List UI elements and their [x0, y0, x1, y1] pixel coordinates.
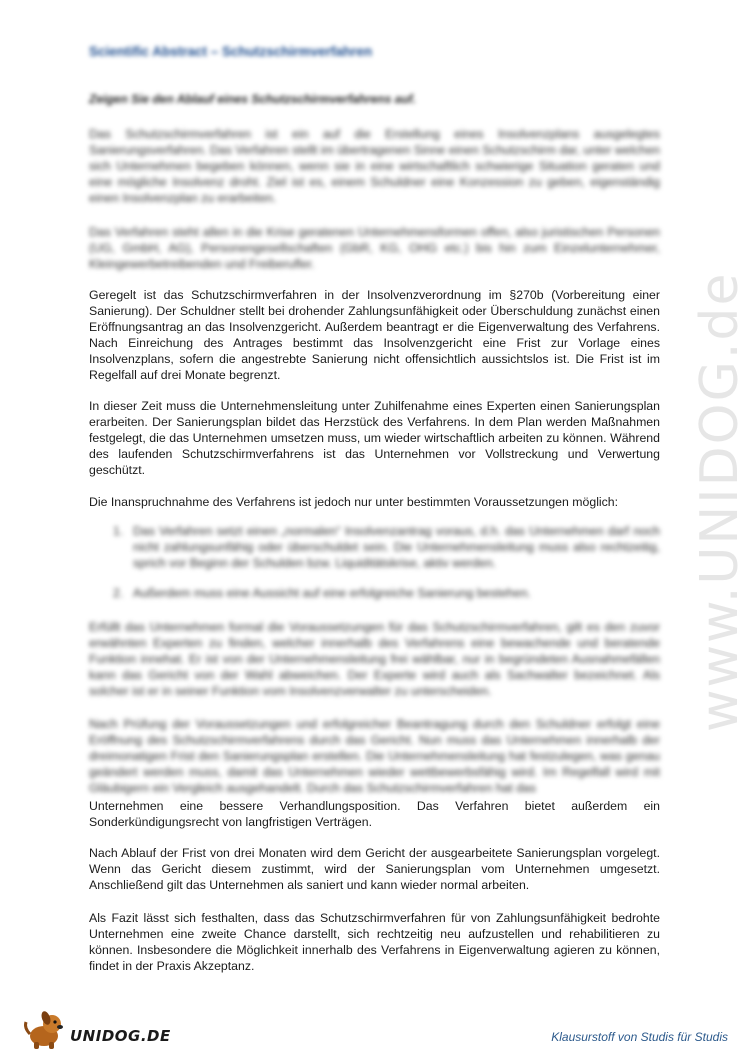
paragraph-scope: Das Verfahren steht allen in die Krise geratenen Unternehmensformen offen, also juristischen Personen (UG, GmbH, AG), Personengesellschaften (GbR, KG, OHG etc.) bis hin zum Einzelunternehmer, Kleingewerbetreibenden und Freiberufler. — [89, 225, 660, 272]
paragraph-sachwalter: Erfüllt das Unternehmen formal die Voraussetzungen für das Schutzschirmverfahren, gilt es den zuvor erwähnten Experten zu finden, welcher innerhalb des Verfahrens eine bewachende und beratende Funktion innehat. Er ist von der Unternehmensleitung frei wählbar, nur in begründeten Ausnahmefällen kann das Gericht von der Wahl abweichen. Der Experte wird auch als Sachwalter bezeichnet. Als solcher ist er in seiner Funktion vom Insolvenzverwalter zu unterscheiden. — [89, 620, 660, 699]
paragraph-fazit: Als Fazit lässt sich festhalten, dass das Schutzschirmverfahren für von Zahlungsunfähigkeit bedrohte Unternehmen eine zweite Chance darstellt, sich rechtzeitig neu aufzustellen und rehabilitieren zu können. Insbesondere die Möglichkeit innerhalb des Verfahrens in Eigenverwaltung agieren zu können, findet in der Praxis Akzeptanz. — [89, 911, 660, 974]
list-item-number: 1. — [113, 524, 124, 538]
footer-tagline: Klausurstoff von Studis für Studis — [551, 1030, 728, 1044]
list-item-number: 2. — [113, 586, 124, 601]
list-item-text: Außerdem muss eine Aussicht auf eine erfolgreiche Sanierung bestehen. — [133, 586, 531, 601]
list-item — [89, 585, 660, 601]
paragraph-verhandlungsposition: Unternehmen eine bessere Verhandlungsposition. Das Verfahren bietet außerdem ein Sonderkündigungsrecht von langfristigen Verträgen. — [89, 799, 660, 830]
paragraph-voraussetzungen-intro: Die Inanspruchnahme des Verfahrens ist jedoch nur unter bestimmten Voraussetzungen möglich: — [89, 495, 619, 509]
paragraph-eroeffnung: Nach Prüfung der Voraussetzungen und erfolgreicher Beantragung durch den Schuldner erfolgt eine Eröffnung des Schutzschirmverfahrens durch das Gericht. Nun muss das Unternehmen innerhalb der dreimonatigen Frist den Sanierungsplan erstellen. Die Unternehmensleitung hat festzulegen, was genau geändert werden muss, damit das Unternehmen wieder wettbewerbsfähig wird. Im Regelfall wird mit Gläubigern ein Vergleich ausgehandelt. Durch das Schutzschirmverfahren hat das — [89, 717, 660, 796]
voraussetzungen-list — [89, 523, 660, 601]
paragraph-legal-basis: Geregelt ist das Schutzschirmverfahren in der Insolvenzverordnung im §270b (Vorbereitung einer Sanierung). Der Schuldner stellt bei drohender Zahlungsunfähigkeit oder Überschuldung zunächst einen Eröffnungsantrag an das Insolvenzgericht. Außerdem beantragt er die Eigenverwaltung des Verfahrens. Nach Einreichung des Antrages bestimmt das Insolvenzgericht eine Frist zur Vorlage eines Insolvenzplans, sofern die angestrebte Sanierung nicht offensichtlich aussichtslos ist. Die Frist ist im Regelfall auf drei Monate begrenzt. — [89, 288, 660, 383]
question-heading: Zeigen Sie den Ablauf eines Schutzschirmverfahrens auf. — [89, 92, 416, 106]
unidog-logo — [22, 1010, 171, 1050]
watermark-text: www.UNIDOG.de — [690, 271, 750, 732]
paragraph-intro: Das Schutzschirmverfahren ist ein auf die Erstellung eines Insolvenzplans ausgelegtes Sanierungsverfahren. Das Verfahren stellt im übertragenen Sinne einen Schutzschirm dar, unter welchen sich Unternehmen begeben können, wenn sie in eine wirtschaftlich schwierige Situation geraten und eine mögliche Insolvenz droht. Ziel ist es, einem Schuldner eine Konzession zu geben, eigenständig einen Insolvenzplan zu erarbeiten. — [89, 127, 660, 206]
list-item-text: Das Verfahren setzt einen „normalen“ Insolvenzantrag voraus, d.h. das Unternehmen darf noch nicht zahlungsunfähig oder überschuldet sein. Die Unternehmensleitung muss also rechtzeitig, sprich vor Beginn der Schulden bzw. Liquiditätskrise, aktiv werden. — [133, 524, 660, 571]
logo-text: UNIDOG.DE — [70, 1027, 171, 1045]
paragraph-sanierungsplan: In dieser Zeit muss die Unternehmensleitung unter Zuhilfenahme eines Experten einen Sanierungsplan erarbeiten. Der Sanierungsplan bildet das Herzstück des Verfahrens. In dem Plan werden Maßnahmen festgelegt, die das Unternehmen umsetzen muss, um wieder wirtschaftlich arbeiten zu können. Während des laufenden Schutzschirmverfahrens ist das Unternehmen vor Vollstreckung und Verwertung geschützt. — [89, 399, 660, 478]
paragraph-fristablauf: Nach Ablauf der Frist von drei Monaten wird dem Gericht der ausgearbeitete Sanierungsplan vorgelegt. Wenn das Gericht diesem zustimmt, wird der Sanierungsplan vom Unternehmen umgesetzt. Anschließend gilt das Unternehmen als saniert und kann wieder normal arbeiten. — [89, 846, 660, 893]
dog-icon — [22, 1010, 68, 1050]
document-title: Scientific Abstract – Schutzschirmverfahren — [89, 44, 373, 59]
list-item — [89, 523, 660, 571]
